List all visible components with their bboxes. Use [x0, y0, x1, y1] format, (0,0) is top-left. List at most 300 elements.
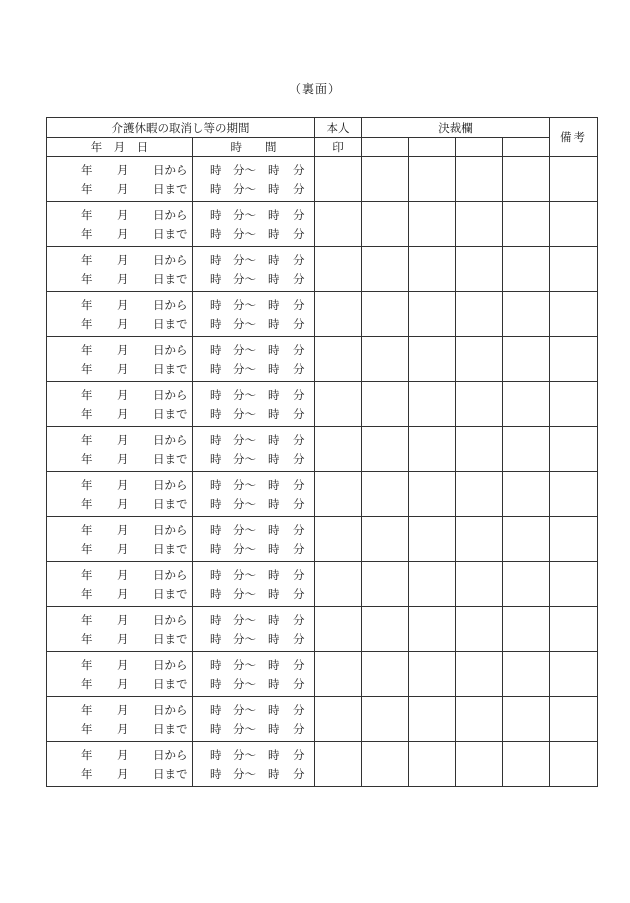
- hour-label: 時: [210, 612, 222, 627]
- date-range-cell[interactable]: [47, 742, 193, 787]
- date-from-line: [47, 475, 192, 494]
- approval-cell[interactable]: [409, 157, 456, 202]
- hour-label: 時: [210, 361, 222, 376]
- hour-label: 時: [268, 522, 280, 537]
- year-label: 年: [81, 496, 93, 511]
- day-to-label: 日まで: [153, 496, 188, 511]
- minute-from-label: 分〜: [233, 451, 256, 466]
- minute-to-label: 分: [293, 387, 305, 402]
- approval-cell[interactable]: [503, 742, 550, 787]
- seal-cell[interactable]: [315, 292, 362, 337]
- hour-label: 時: [268, 432, 280, 447]
- day-to-label: 日まで: [153, 406, 188, 421]
- approval-cell[interactable]: [503, 292, 550, 337]
- remarks-cell[interactable]: [550, 742, 598, 787]
- hour-label: 時: [268, 676, 280, 691]
- period-row: [47, 562, 598, 607]
- month-label: 月: [117, 181, 129, 196]
- minute-from-label: 分〜: [233, 477, 256, 492]
- date-from-line: [47, 250, 192, 269]
- month-label: 月: [117, 496, 129, 511]
- hour-label: 時: [210, 162, 222, 177]
- year-label: 年: [81, 207, 93, 222]
- approval-cell[interactable]: [503, 382, 550, 427]
- time-range-cell[interactable]: [193, 472, 315, 517]
- approval-cell[interactable]: [456, 382, 503, 427]
- seal-cell[interactable]: [315, 742, 362, 787]
- minute-to-label: 分: [293, 721, 305, 736]
- date-from-line: [47, 385, 192, 404]
- approval-cell[interactable]: [409, 562, 456, 607]
- approval-cell[interactable]: [409, 292, 456, 337]
- approval-cell[interactable]: [503, 652, 550, 697]
- approval-cell[interactable]: [503, 337, 550, 382]
- remarks-cell[interactable]: [550, 562, 598, 607]
- seal-cell[interactable]: [315, 382, 362, 427]
- date-to-line: [47, 719, 192, 738]
- remarks-header: 備考: [550, 118, 598, 157]
- time-line: [193, 565, 314, 584]
- hour-label: 時: [268, 586, 280, 601]
- hour-label: 時: [268, 387, 280, 402]
- approval-cell[interactable]: [503, 157, 550, 202]
- minute-to-label: 分: [293, 541, 305, 556]
- minute-to-label: 分: [293, 432, 305, 447]
- minute-to-label: 分: [293, 657, 305, 672]
- hour-label: 時: [268, 702, 280, 717]
- period-row: [47, 697, 598, 742]
- month-label: 月: [117, 316, 129, 331]
- date-to-line: [47, 179, 192, 198]
- seal-cell[interactable]: [315, 652, 362, 697]
- time-range-cell[interactable]: [193, 607, 315, 652]
- time-line: [193, 359, 314, 378]
- period-row: [47, 157, 598, 202]
- day-from-label: 日から: [153, 387, 188, 402]
- minute-from-label: 分〜: [233, 612, 256, 627]
- time-line: [193, 385, 314, 404]
- minute-from-label: 分〜: [233, 586, 256, 601]
- approval-cell[interactable]: [362, 202, 409, 247]
- minute-from-label: 分〜: [233, 631, 256, 646]
- year-label: 年: [81, 541, 93, 556]
- date-range-cell[interactable]: [47, 562, 193, 607]
- seal-cell[interactable]: [315, 517, 362, 562]
- remarks-cell[interactable]: [550, 697, 598, 742]
- time-line: [193, 745, 314, 764]
- day-to-label: 日まで: [153, 181, 188, 196]
- minute-from-label: 分〜: [233, 432, 256, 447]
- approval-cell[interactable]: [409, 607, 456, 652]
- date-to-line: [47, 494, 192, 513]
- minute-to-label: 分: [293, 316, 305, 331]
- day-from-label: 日から: [153, 702, 188, 717]
- minute-to-label: 分: [293, 226, 305, 241]
- approval-cell[interactable]: [456, 652, 503, 697]
- minute-from-label: 分〜: [233, 496, 256, 511]
- hour-label: 時: [210, 496, 222, 511]
- date-range-cell[interactable]: [47, 517, 193, 562]
- time-range-cell[interactable]: [193, 382, 315, 427]
- time-range-cell[interactable]: [193, 247, 315, 292]
- date-to-line: [47, 629, 192, 648]
- remarks-cell[interactable]: [550, 202, 598, 247]
- approval-cell[interactable]: [456, 157, 503, 202]
- approval-cell[interactable]: [503, 562, 550, 607]
- year-label: 年: [81, 766, 93, 781]
- time-line: [193, 700, 314, 719]
- approval-cell[interactable]: [362, 742, 409, 787]
- approval-cell[interactable]: [362, 607, 409, 652]
- month-label: 月: [117, 612, 129, 627]
- day-to-label: 日まで: [153, 226, 188, 241]
- time-line: [193, 449, 314, 468]
- approval-slot-header[interactable]: [456, 138, 503, 157]
- approval-cell[interactable]: [409, 517, 456, 562]
- hour-label: 時: [210, 181, 222, 196]
- approval-cell[interactable]: [362, 517, 409, 562]
- month-label: 月: [117, 162, 129, 177]
- day-to-label: 日まで: [153, 766, 188, 781]
- approval-cell[interactable]: [456, 202, 503, 247]
- time-range-cell[interactable]: [193, 427, 315, 472]
- minute-from-label: 分〜: [233, 747, 256, 762]
- approval-cell[interactable]: [503, 202, 550, 247]
- date-range-cell[interactable]: [47, 247, 193, 292]
- seal-cell[interactable]: [315, 157, 362, 202]
- day-to-label: 日まで: [153, 541, 188, 556]
- remarks-cell[interactable]: [550, 157, 598, 202]
- minute-from-label: 分〜: [233, 522, 256, 537]
- year-label: 年: [81, 387, 93, 402]
- approval-header: 決裁欄: [362, 118, 550, 138]
- minute-to-label: 分: [293, 342, 305, 357]
- minute-to-label: 分: [293, 612, 305, 627]
- date-to-line: [47, 449, 192, 468]
- hour-label: 時: [210, 541, 222, 556]
- time-range-cell[interactable]: [193, 562, 315, 607]
- date-to-line: [47, 764, 192, 783]
- date-range-cell[interactable]: [47, 382, 193, 427]
- approval-cell[interactable]: [456, 517, 503, 562]
- approval-cell[interactable]: [409, 427, 456, 472]
- seal-cell[interactable]: [315, 202, 362, 247]
- time-line: [193, 764, 314, 783]
- date-range-cell[interactable]: [47, 427, 193, 472]
- date-range-cell[interactable]: [47, 607, 193, 652]
- minute-from-label: 分〜: [233, 387, 256, 402]
- minute-to-label: 分: [293, 297, 305, 312]
- time-line: [193, 520, 314, 539]
- approval-cell[interactable]: [456, 247, 503, 292]
- day-to-label: 日まで: [153, 271, 188, 286]
- seal-cell[interactable]: [315, 562, 362, 607]
- date-range-cell[interactable]: [47, 202, 193, 247]
- time-line: [193, 404, 314, 423]
- approval-cell[interactable]: [362, 292, 409, 337]
- approval-cell[interactable]: [362, 382, 409, 427]
- remarks-cell[interactable]: [550, 337, 598, 382]
- minute-from-label: 分〜: [233, 541, 256, 556]
- date-range-cell[interactable]: [47, 472, 193, 517]
- approval-slot-header[interactable]: [503, 138, 550, 157]
- approval-cell[interactable]: [456, 292, 503, 337]
- approval-cell[interactable]: [409, 697, 456, 742]
- month-label: 月: [117, 541, 129, 556]
- month-label: 月: [117, 451, 129, 466]
- year-label: 年: [81, 271, 93, 286]
- remarks-cell[interactable]: [550, 607, 598, 652]
- approval-cell[interactable]: [503, 472, 550, 517]
- date-range-cell[interactable]: [47, 652, 193, 697]
- day-to-label: 日まで: [153, 451, 188, 466]
- hour-label: 時: [210, 252, 222, 267]
- time-column-header: 時 間: [193, 138, 315, 157]
- date-column-header: 年 月 日: [47, 138, 193, 157]
- approval-slot-header[interactable]: [362, 138, 409, 157]
- year-label: 年: [81, 567, 93, 582]
- time-line: [193, 224, 314, 243]
- period-row: [47, 292, 598, 337]
- year-label: 年: [81, 226, 93, 241]
- approval-cell[interactable]: [456, 607, 503, 652]
- time-line: [193, 430, 314, 449]
- minute-to-label: 分: [293, 162, 305, 177]
- approval-cell[interactable]: [409, 247, 456, 292]
- time-line: [193, 655, 314, 674]
- seal-cell[interactable]: [315, 697, 362, 742]
- hour-label: 時: [268, 226, 280, 241]
- hour-label: 時: [210, 477, 222, 492]
- date-from-line: [47, 520, 192, 539]
- minute-to-label: 分: [293, 451, 305, 466]
- hour-label: 時: [210, 567, 222, 582]
- period-row: [47, 742, 598, 787]
- year-label: 年: [81, 612, 93, 627]
- date-to-line: [47, 359, 192, 378]
- time-range-cell[interactable]: [193, 742, 315, 787]
- month-label: 月: [117, 342, 129, 357]
- hour-label: 時: [210, 432, 222, 447]
- remarks-cell[interactable]: [550, 247, 598, 292]
- year-label: 年: [81, 181, 93, 196]
- remarks-cell[interactable]: [550, 382, 598, 427]
- hour-label: 時: [210, 702, 222, 717]
- time-range-cell[interactable]: [193, 292, 315, 337]
- hour-label: 時: [210, 657, 222, 672]
- date-from-line: [47, 610, 192, 629]
- date-to-line: [47, 269, 192, 288]
- hour-label: 時: [268, 567, 280, 582]
- minute-from-label: 分〜: [233, 252, 256, 267]
- time-line: [193, 160, 314, 179]
- time-range-cell[interactable]: [193, 157, 315, 202]
- minute-from-label: 分〜: [233, 342, 256, 357]
- date-from-line: [47, 340, 192, 359]
- approval-cell[interactable]: [409, 742, 456, 787]
- time-line: [193, 475, 314, 494]
- remarks-cell[interactable]: [550, 292, 598, 337]
- minute-from-label: 分〜: [233, 271, 256, 286]
- date-range-cell[interactable]: [47, 157, 193, 202]
- day-from-label: 日から: [153, 162, 188, 177]
- time-line: [193, 295, 314, 314]
- day-from-label: 日から: [153, 297, 188, 312]
- approval-cell[interactable]: [503, 247, 550, 292]
- seal-cell[interactable]: [315, 337, 362, 382]
- day-to-label: 日まで: [153, 361, 188, 376]
- seal-cell[interactable]: [315, 427, 362, 472]
- header-row-2: [47, 138, 598, 157]
- approval-cell[interactable]: [362, 562, 409, 607]
- approval-cell[interactable]: [456, 562, 503, 607]
- year-label: 年: [81, 477, 93, 492]
- time-line: [193, 674, 314, 693]
- approval-cell[interactable]: [456, 427, 503, 472]
- time-range-cell[interactable]: [193, 202, 315, 247]
- time-line: [193, 269, 314, 288]
- hour-label: 時: [268, 541, 280, 556]
- remarks-cell[interactable]: [550, 652, 598, 697]
- period-row: [47, 472, 598, 517]
- year-label: 年: [81, 522, 93, 537]
- minute-from-label: 分〜: [233, 226, 256, 241]
- minute-from-label: 分〜: [233, 676, 256, 691]
- approval-cell[interactable]: [503, 427, 550, 472]
- hour-label: 時: [268, 721, 280, 736]
- page-heading: （裏面）: [288, 82, 341, 96]
- remarks-cell[interactable]: [550, 472, 598, 517]
- approval-cell[interactable]: [409, 337, 456, 382]
- date-from-line: [47, 160, 192, 179]
- year-label: 年: [81, 676, 93, 691]
- date-range-cell[interactable]: [47, 292, 193, 337]
- date-to-line: [47, 674, 192, 693]
- time-range-cell[interactable]: [193, 517, 315, 562]
- remarks-cell[interactable]: [550, 517, 598, 562]
- date-from-line: [47, 205, 192, 224]
- hour-label: 時: [210, 342, 222, 357]
- approval-cell[interactable]: [362, 157, 409, 202]
- hour-label: 時: [210, 631, 222, 646]
- month-label: 月: [117, 361, 129, 376]
- approval-cell[interactable]: [409, 472, 456, 517]
- month-label: 月: [117, 297, 129, 312]
- approval-cell[interactable]: [362, 427, 409, 472]
- hour-label: 時: [268, 342, 280, 357]
- approval-cell[interactable]: [362, 472, 409, 517]
- approval-cell[interactable]: [456, 697, 503, 742]
- minute-to-label: 分: [293, 747, 305, 762]
- minute-to-label: 分: [293, 271, 305, 286]
- hour-label: 時: [210, 766, 222, 781]
- approval-cell[interactable]: [362, 337, 409, 382]
- hour-label: 時: [210, 586, 222, 601]
- approval-cell[interactable]: [503, 697, 550, 742]
- period-row: [47, 382, 598, 427]
- minute-to-label: 分: [293, 522, 305, 537]
- month-label: 月: [117, 766, 129, 781]
- year-label: 年: [81, 586, 93, 601]
- approval-cell[interactable]: [503, 517, 550, 562]
- time-range-cell[interactable]: [193, 652, 315, 697]
- day-from-label: 日から: [153, 252, 188, 267]
- day-from-label: 日から: [153, 747, 188, 762]
- month-label: 月: [117, 676, 129, 691]
- approval-slot-header[interactable]: [409, 138, 456, 157]
- minute-to-label: 分: [293, 361, 305, 376]
- approval-cell[interactable]: [409, 652, 456, 697]
- year-label: 年: [81, 406, 93, 421]
- hour-label: 時: [268, 361, 280, 376]
- hour-label: 時: [210, 747, 222, 762]
- month-label: 月: [117, 522, 129, 537]
- seal-cell[interactable]: [315, 472, 362, 517]
- time-line: [193, 584, 314, 603]
- approval-cell[interactable]: [456, 472, 503, 517]
- minute-from-label: 分〜: [233, 766, 256, 781]
- hour-label: 時: [268, 451, 280, 466]
- day-from-label: 日から: [153, 477, 188, 492]
- year-label: 年: [81, 162, 93, 177]
- approval-cell[interactable]: [409, 382, 456, 427]
- date-to-line: [47, 539, 192, 558]
- date-range-cell[interactable]: [47, 697, 193, 742]
- approval-cell[interactable]: [362, 697, 409, 742]
- month-label: 月: [117, 252, 129, 267]
- month-label: 月: [117, 586, 129, 601]
- remarks-cell[interactable]: [550, 427, 598, 472]
- day-to-label: 日まで: [153, 316, 188, 331]
- seal-header-top: 本人: [315, 118, 362, 138]
- time-range-cell[interactable]: [193, 337, 315, 382]
- month-label: 月: [117, 226, 129, 241]
- seal-cell[interactable]: [315, 607, 362, 652]
- date-from-line: [47, 295, 192, 314]
- approval-cell[interactable]: [456, 742, 503, 787]
- minute-to-label: 分: [293, 252, 305, 267]
- date-range-cell[interactable]: [47, 337, 193, 382]
- approval-cell[interactable]: [409, 202, 456, 247]
- time-range-cell[interactable]: [193, 697, 315, 742]
- date-to-line: [47, 584, 192, 603]
- day-to-label: 日まで: [153, 721, 188, 736]
- month-label: 月: [117, 702, 129, 717]
- seal-cell[interactable]: [315, 247, 362, 292]
- time-line: [193, 179, 314, 198]
- time-line: [193, 314, 314, 333]
- minute-to-label: 分: [293, 496, 305, 511]
- approval-cell[interactable]: [503, 607, 550, 652]
- time-line: [193, 629, 314, 648]
- hour-label: 時: [210, 207, 222, 222]
- year-label: 年: [81, 631, 93, 646]
- minute-to-label: 分: [293, 567, 305, 582]
- approval-cell[interactable]: [362, 652, 409, 697]
- hour-label: 時: [268, 252, 280, 267]
- month-label: 月: [117, 387, 129, 402]
- header-row-1: [47, 118, 598, 138]
- approval-cell[interactable]: [362, 247, 409, 292]
- day-from-label: 日から: [153, 207, 188, 222]
- month-label: 月: [117, 721, 129, 736]
- approval-cell[interactable]: [456, 337, 503, 382]
- month-label: 月: [117, 657, 129, 672]
- hour-label: 時: [268, 612, 280, 627]
- hour-label: 時: [210, 406, 222, 421]
- period-row: [47, 517, 598, 562]
- time-line: [193, 719, 314, 738]
